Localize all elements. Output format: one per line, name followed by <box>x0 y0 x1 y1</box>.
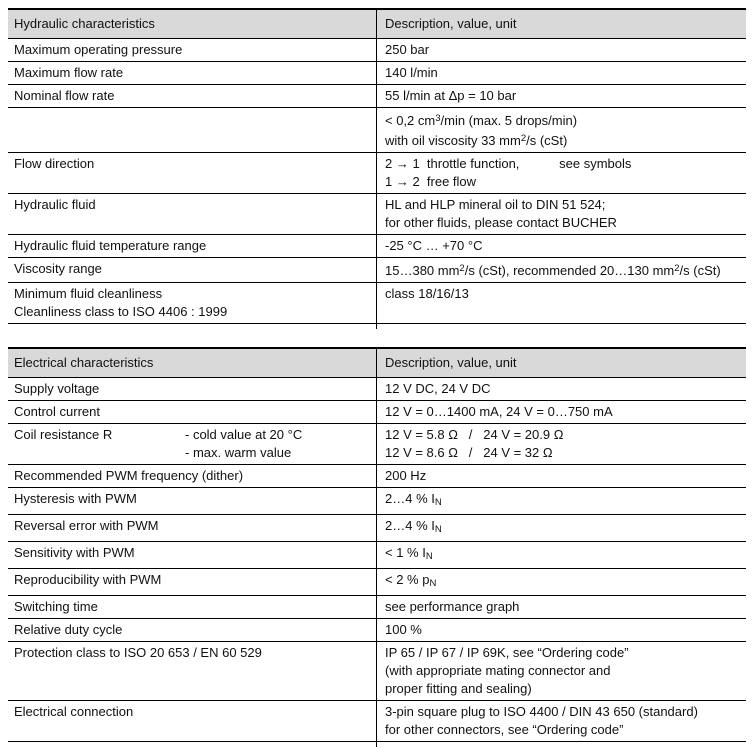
table-body <box>8 39 746 324</box>
text-line: for other fluids, please contact BUCHER <box>385 215 617 230</box>
characteristic-cell <box>8 401 377 423</box>
text-line: 12 V = 5.8 Ω / 24 V = 20.9 Ω <box>385 427 564 442</box>
table-row <box>8 194 746 235</box>
table-row <box>8 283 746 324</box>
text-line: Minimum fluid cleanliness <box>14 286 163 301</box>
superscript: 2 <box>520 133 527 144</box>
value-cell <box>377 235 746 257</box>
characteristic-cell <box>8 542 377 568</box>
text-line: proper fitting and sealing) <box>385 681 532 696</box>
text-line: -25 °C … +70 °C <box>385 238 483 253</box>
table-header-row <box>8 349 746 378</box>
text-line: HL and HLP mineral oil to DIN 51 524; <box>385 197 606 212</box>
characteristic-cell <box>8 515 377 541</box>
text-line: < 2 % $p_N$ <box>385 572 437 589</box>
header-description-label: Description, value, unit <box>385 16 517 31</box>
text-line: IP 65 / IP 67 / IP 69K, see “Ordering code” <box>385 645 629 660</box>
text-line: Reversal error with PWM <box>14 518 159 533</box>
table-row <box>8 235 746 258</box>
text-line: Viscosity range <box>14 261 102 276</box>
characteristic-cell <box>8 85 377 107</box>
value-cell <box>377 283 746 323</box>
text-line: < 0,2 $cm^3/\min$ (max. 5 drops/min) <box>385 113 578 128</box>
text-line: Flow direction <box>14 156 95 171</box>
table-row <box>8 619 746 642</box>
table-row <box>8 401 746 424</box>
text-line: 250 bar <box>385 42 430 57</box>
superscript: 2 <box>459 263 465 274</box>
text-line: 12 V = 8.6 Ω / 24 V = 32 Ω <box>385 445 553 460</box>
table-row <box>8 108 746 153</box>
table-row <box>8 378 746 401</box>
value-cell <box>377 194 746 234</box>
text-line: 55 l/min at Δp = 10 bar <box>385 88 517 103</box>
text-line: Sensitivity with PWM <box>14 545 135 560</box>
header-characteristics-label: Electrical characteristics <box>8 349 377 377</box>
value-cell <box>377 619 746 641</box>
text-line: 12 V = 0…1400 mA, 24 V = 0…750 mA <box>385 404 613 419</box>
text-line: class 18/16/13 <box>385 286 469 301</box>
characteristic-cell <box>8 108 377 152</box>
value-cell <box>377 108 746 152</box>
hydraulic-characteristics-table <box>8 8 746 324</box>
characteristic-cell <box>8 194 377 234</box>
text-line: 2…4 % $I_N$ <box>385 518 442 535</box>
text-line: Nominal flow rate <box>14 88 115 103</box>
text-line: see performance graph <box>385 599 520 614</box>
text-line: Hysteresis with PWM <box>14 491 137 506</box>
text-line: 2 → 1 throttle function, see symbols <box>385 156 632 171</box>
value-cell <box>377 39 746 61</box>
text-line: 3-pin square plug to ISO 4400 / DIN 43 650 (standard) <box>385 704 698 719</box>
table-row <box>8 642 746 701</box>
text-line: Maximum flow rate <box>14 65 124 80</box>
table-header-row <box>8 10 746 39</box>
superscript: 2 <box>674 263 680 274</box>
table-row <box>8 701 746 742</box>
table-row <box>8 153 746 194</box>
text-line: with oil viscosity 33 $mm^2/s$ (cSt) <box>385 133 568 148</box>
text-line: Hydraulic fluid temperature range <box>14 238 207 253</box>
characteristic-sub-labels <box>185 426 368 462</box>
table-row <box>8 39 746 62</box>
value-cell <box>377 515 746 541</box>
electrical-characteristics-table <box>8 347 746 742</box>
value-cell <box>377 258 746 282</box>
value-cell <box>377 488 746 514</box>
value-cell <box>377 153 746 193</box>
table-row <box>8 62 746 85</box>
value-cell <box>377 401 746 423</box>
text-line: Coil resistance R <box>14 427 113 442</box>
characteristic-cell <box>8 153 377 193</box>
characteristic-cell <box>8 258 377 282</box>
characteristic-cell <box>8 283 377 323</box>
text-line: 100 % <box>385 622 422 637</box>
characteristic-cell <box>8 488 377 514</box>
text-line: Reproducibility with PWM <box>14 572 162 587</box>
characteristic-cell <box>8 642 377 700</box>
value-cell <box>377 542 746 568</box>
header-description-label: Description, value, unit <box>385 355 517 370</box>
table-row <box>8 465 746 488</box>
value-cell <box>377 424 746 464</box>
table-row <box>8 569 746 596</box>
value-cell <box>377 378 746 400</box>
value-cell <box>377 465 746 487</box>
header-characteristics-label: Hydraulic characteristics <box>8 10 377 38</box>
table-row <box>8 542 746 569</box>
characteristic-cell <box>8 701 377 741</box>
value-cell <box>377 596 746 618</box>
text-line: - max. warm value <box>185 445 292 460</box>
text-line: Cleanliness class to ISO 4406 : 1999 <box>14 304 228 319</box>
text-line <box>14 110 368 128</box>
text-line: < 1 % $I_N$ <box>385 545 433 562</box>
subscript: N <box>425 551 433 562</box>
characteristic-cell <box>8 424 377 464</box>
table-row <box>8 596 746 619</box>
characteristic-cell <box>8 465 377 487</box>
text-line: Maximum operating pressure <box>14 42 183 57</box>
table-row <box>8 424 746 465</box>
subscript: N <box>429 578 437 589</box>
text-line: Switching time <box>14 599 98 614</box>
text-line: 15…380 $mm^2/s$ (cSt), recommended 20…130 $mm^2/s$ (cSt) <box>385 263 721 278</box>
value-cell <box>377 701 746 741</box>
table-body <box>8 378 746 742</box>
text-line: for other connectors, see “Ordering code” <box>385 722 624 737</box>
value-cell <box>377 569 746 595</box>
text-line: Electrical connection <box>14 704 134 719</box>
text-line: Relative duty cycle <box>14 622 123 637</box>
text-line: - cold value at 20 °C <box>185 427 303 442</box>
superscript: 3 <box>435 113 441 124</box>
table-row <box>8 258 746 283</box>
text-line: Recommended PWM frequency (dither) <box>14 468 244 483</box>
text-line: Hydraulic fluid <box>14 197 96 212</box>
table-row <box>8 488 746 515</box>
subscript: N <box>434 524 442 535</box>
text-line: 1 → 2 free flow <box>385 174 477 189</box>
characteristic-cell <box>8 596 377 618</box>
characteristic-cell <box>8 235 377 257</box>
text-line: Protection class to ISO 20 653 / EN 60 529 <box>14 645 262 660</box>
text-line: 140 l/min <box>385 65 438 80</box>
characteristic-main-label <box>14 426 185 462</box>
text-line: Supply voltage <box>14 381 100 396</box>
characteristic-cell <box>8 62 377 84</box>
value-cell <box>377 62 746 84</box>
characteristic-cell <box>8 378 377 400</box>
subscript: N <box>434 497 442 508</box>
value-cell <box>377 642 746 700</box>
text-line: 2…4 % $I_N$ <box>385 491 442 508</box>
characteristic-cell <box>8 569 377 595</box>
text-line: 12 V DC, 24 V DC <box>385 381 491 396</box>
table-row <box>8 85 746 108</box>
table-row <box>8 515 746 542</box>
characteristic-cell <box>8 39 377 61</box>
text-line: 200 Hz <box>385 468 427 483</box>
characteristic-cell <box>8 619 377 641</box>
text-line: (with appropriate mating connector and <box>385 663 611 678</box>
text-line: Control current <box>14 404 100 419</box>
value-cell <box>377 85 746 107</box>
